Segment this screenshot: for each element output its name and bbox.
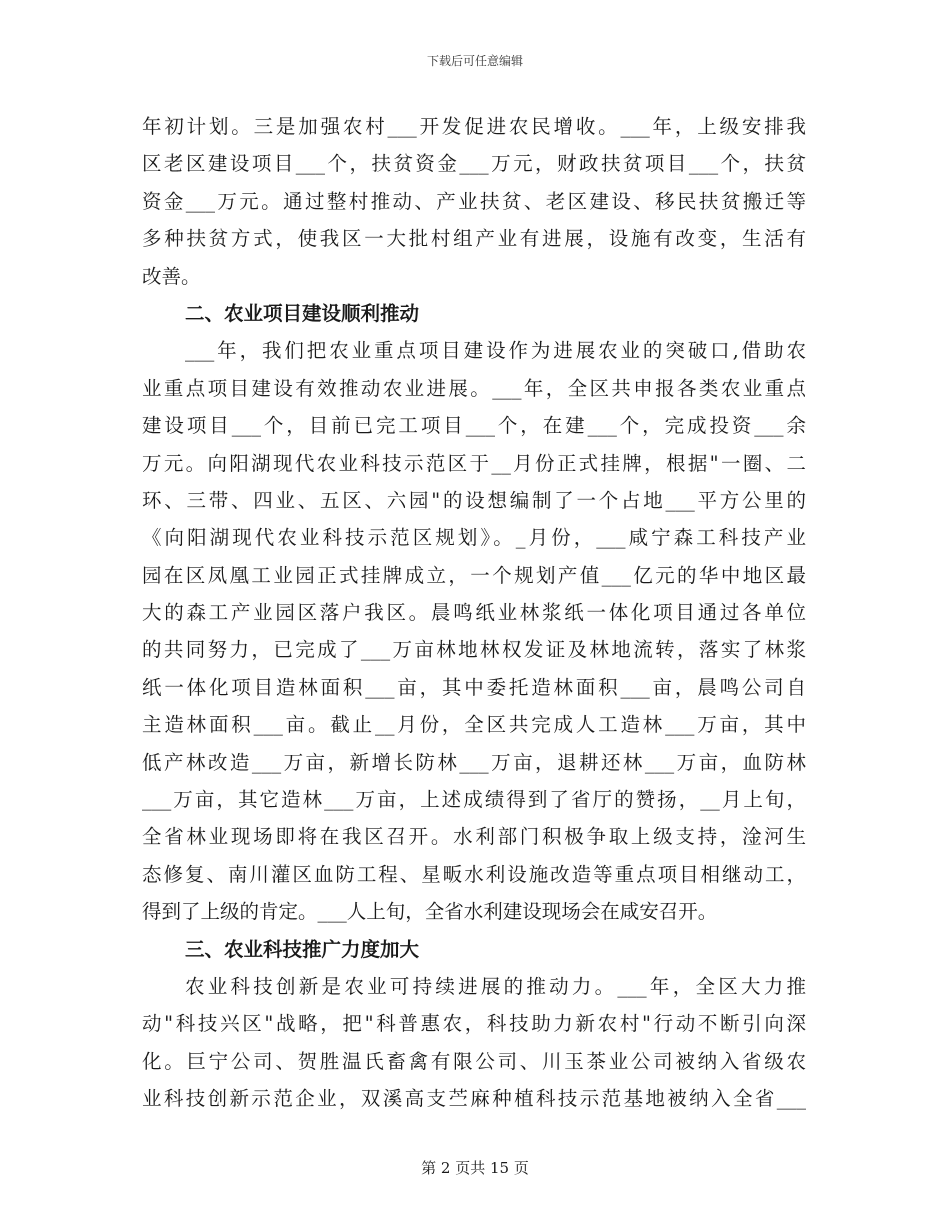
text-line: 年初计划。三是加强农村___开发促进农民增收。___年，上级安排我 (142, 115, 806, 138)
text-line: 得到了上级的肯定。___人上旬，全省水利建设现场会在咸安召开。 (142, 900, 718, 924)
text-line: 建设项目___个，目前已完工项目___个，在建___个，完成投资___余 (142, 414, 806, 438)
text-line: 《向阳湖现代农业科技示范区规划》。_月份，___咸宁森工科技产业 (142, 526, 806, 550)
text-line: 纸一体化项目造林面积___亩，其中委托造林面积___亩，晨鸣公司自 (142, 675, 806, 699)
text-line: 的共同努力，已完成了___万亩林地林权发证及林地流转，落实了林浆 (142, 638, 806, 662)
text-line: 环、三带、四业、五区、六园"的设想编制了一个占地___平方公里的 (142, 488, 806, 512)
text-line: 区老区建设项目___个，扶贫资金___万元，财政扶贫项目___个，扶贫 (142, 152, 806, 176)
text-line: 资金___万元。通过整村推动、产业扶贫、老区建设、移民扶贫搬迁等 (142, 189, 806, 213)
page-number: 第 2 页共 15 页 (421, 1159, 529, 1177)
text-line: ___年，我们把农业重点项目建设作为进展农业的突破口,借助农 (185, 339, 806, 363)
document-body (142, 108, 806, 1118)
text-line: 园在区凤凰工业园正式挂牌成立，一个规划产值___亿元的华中地区最 (142, 563, 806, 587)
text-line: 农业科技创新是农业可持续进展的推动力。___年，全区大力推 (185, 974, 806, 998)
text-line: 全省林业现场即将在我区召开。水利部门积极争取上级支持，淦河生 (142, 825, 806, 849)
text-line: 态修复、南川灌区血防工程、星畈水利设施改造等重点项目相继动工， (142, 862, 806, 886)
section-heading: 三、农业科技推广力度加大 (185, 937, 420, 961)
text-line: 大的森工产业园区落户我区。晨鸣纸业林浆纸一体化项目通过各单位 (142, 601, 806, 625)
text-line: 低产林改造___万亩，新增长防林___万亩，退耕还林___万亩，血防林 (142, 750, 806, 774)
text-line: 改善。 (142, 264, 201, 288)
text-line: ___万亩，其它造林___万亩，上述成绩得到了省厅的赞扬，__月上旬， (142, 788, 806, 812)
text-line: 业科技创新示范企业，双溪高支苎麻种植科技示范基地被纳入全省___ (142, 1087, 806, 1111)
text-line: 业重点项目建设有效推动农业进展。___年，全区共申报各类农业重点 (142, 376, 806, 400)
text-line: 动"科技兴区"战略，把"科普惠农，科技助力新农村"行动不断引向深 (142, 1012, 806, 1036)
section-heading: 二、农业项目建设顺利推动 (185, 301, 420, 325)
text-line: 多种扶贫方式，使我区一大批村组产业有进展，设施有改变，生活有 (142, 227, 806, 251)
text-line: 万元。向阳湖现代农业科技示范区于__月份正式挂牌，根据"一圈、二 (142, 451, 806, 475)
page-header: 下载后可任意编辑 (426, 54, 523, 68)
text-line: 主造林面积___亩。截止__月份，全区共完成人工造林___万亩，其中 (142, 713, 806, 737)
text-line: 化。巨宁公司、贺胜温氏畜禽有限公司、川玉茶业公司被纳入省级农 (142, 1049, 806, 1073)
